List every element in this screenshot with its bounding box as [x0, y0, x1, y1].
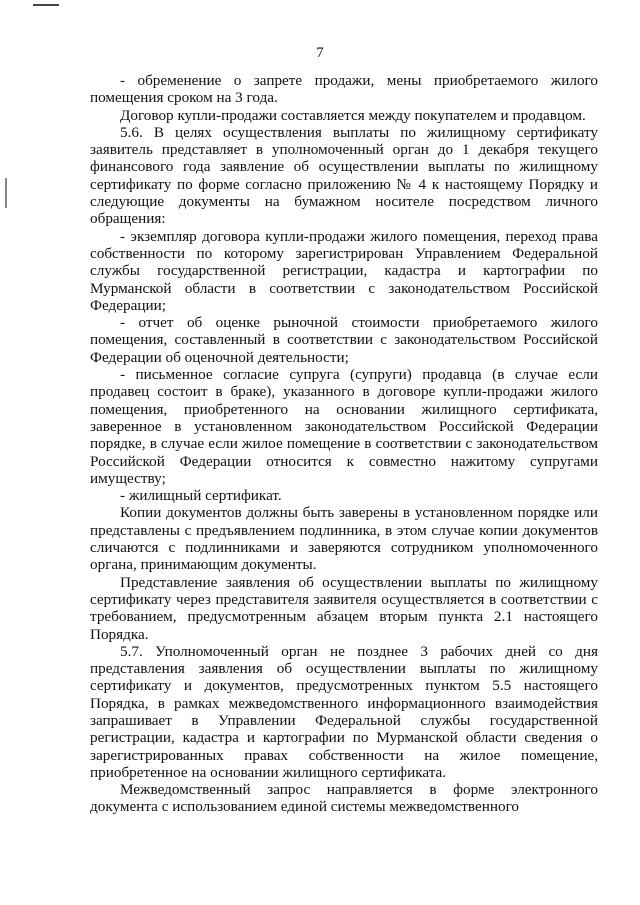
- paragraph-5-7: 5.7. Уполномоченный орган не позднее 3 рабочих дней со дня представления заявления об осуществлении выплаты по жилищному сертификату и документов, предусмотренных пунктом 5.5 настоящего Порядка, в рамках межведомственного информационного взаимодействия запрашивает в Управлении Федеральной службы государственной регистрации, кадастра и картографии по Мурманской области сведения о зарегистрированных правах собственности на жилое помещение, приобретенное на основании жилищного сертификата.: [90, 642, 598, 781]
- paragraph-contract-parties: Договор купли-продажи составляется между покупателем и продавцом.: [120, 106, 586, 124]
- paragraph-5-6: 5.6. В целях осуществления выплаты по жилищному сертификату заявитель представляет в уполномоченный орган до 1 декабря текущего финансового года заявление об осуществлении выплаты по жилищному сертификату по форме согласно приложению № 4 к настоящему Порядку и следующие документы на бумажном носителе посредством личного обращения:: [90, 123, 598, 228]
- page-number: 7: [316, 45, 324, 61]
- paragraph-valuation-report: - отчет об оценке рыночной стоимости приобретаемого жилого помещения, составленный в соответствии с законодательством Российской Федерации об оценочной деятельности;: [90, 314, 598, 366]
- paragraph-encumbrance: - обременение о запрете продажи, мены приобретаемого жилого помещения сроком на 3 года.: [90, 72, 598, 107]
- scan-edge-mark: [5, 178, 7, 208]
- paragraph-contract-copy: - экземпляр договора купли-продажи жилого помещения, переход права собственности по которому зарегистрирован Управлением Федеральной службы государственной регистрации, кадастра и картографии по Мурманской области в соответствии с законодательством Российской Федерации;: [90, 227, 598, 314]
- paragraph-housing-certificate: - жилищный сертификат.: [120, 487, 282, 505]
- paragraph-interagency-request: Межведомственный запрос направляется в форме электронного документа с использованием единой системы межведомственного: [90, 781, 598, 816]
- document-body: [90, 72, 598, 816]
- scan-edge-mark: [33, 4, 59, 6]
- paragraph-representative: Представление заявления об осуществлении выплаты по жилищному сертификату через представителя заявителя осуществляется в соответствии с требованием, предусмотренным абзацем вторым пункта 2.1 настоящего Порядка.: [90, 573, 598, 643]
- paragraph-document-copies: Копии документов должны быть заверены в установленном порядке или представлены с предъявлением подлинника, в этом случае копии документов сличаются с подлинниками и заверяются сотрудником уполномоченного органа, принимающим документы.: [90, 504, 598, 574]
- paragraph-spouse-consent: - письменное согласие супруга (супруги) продавца (в случае если продавец состоит в браке), указанного в договоре купли-продажи жилого помещения, приобретенного на основании жилищного сертификата, заверенное в установленном законодательством Российской Федерации порядке, в случае если жилое помещение в соответствии с законодательством Российской Федерации относится к совместно нажитому супругами имуществу;: [90, 366, 598, 487]
